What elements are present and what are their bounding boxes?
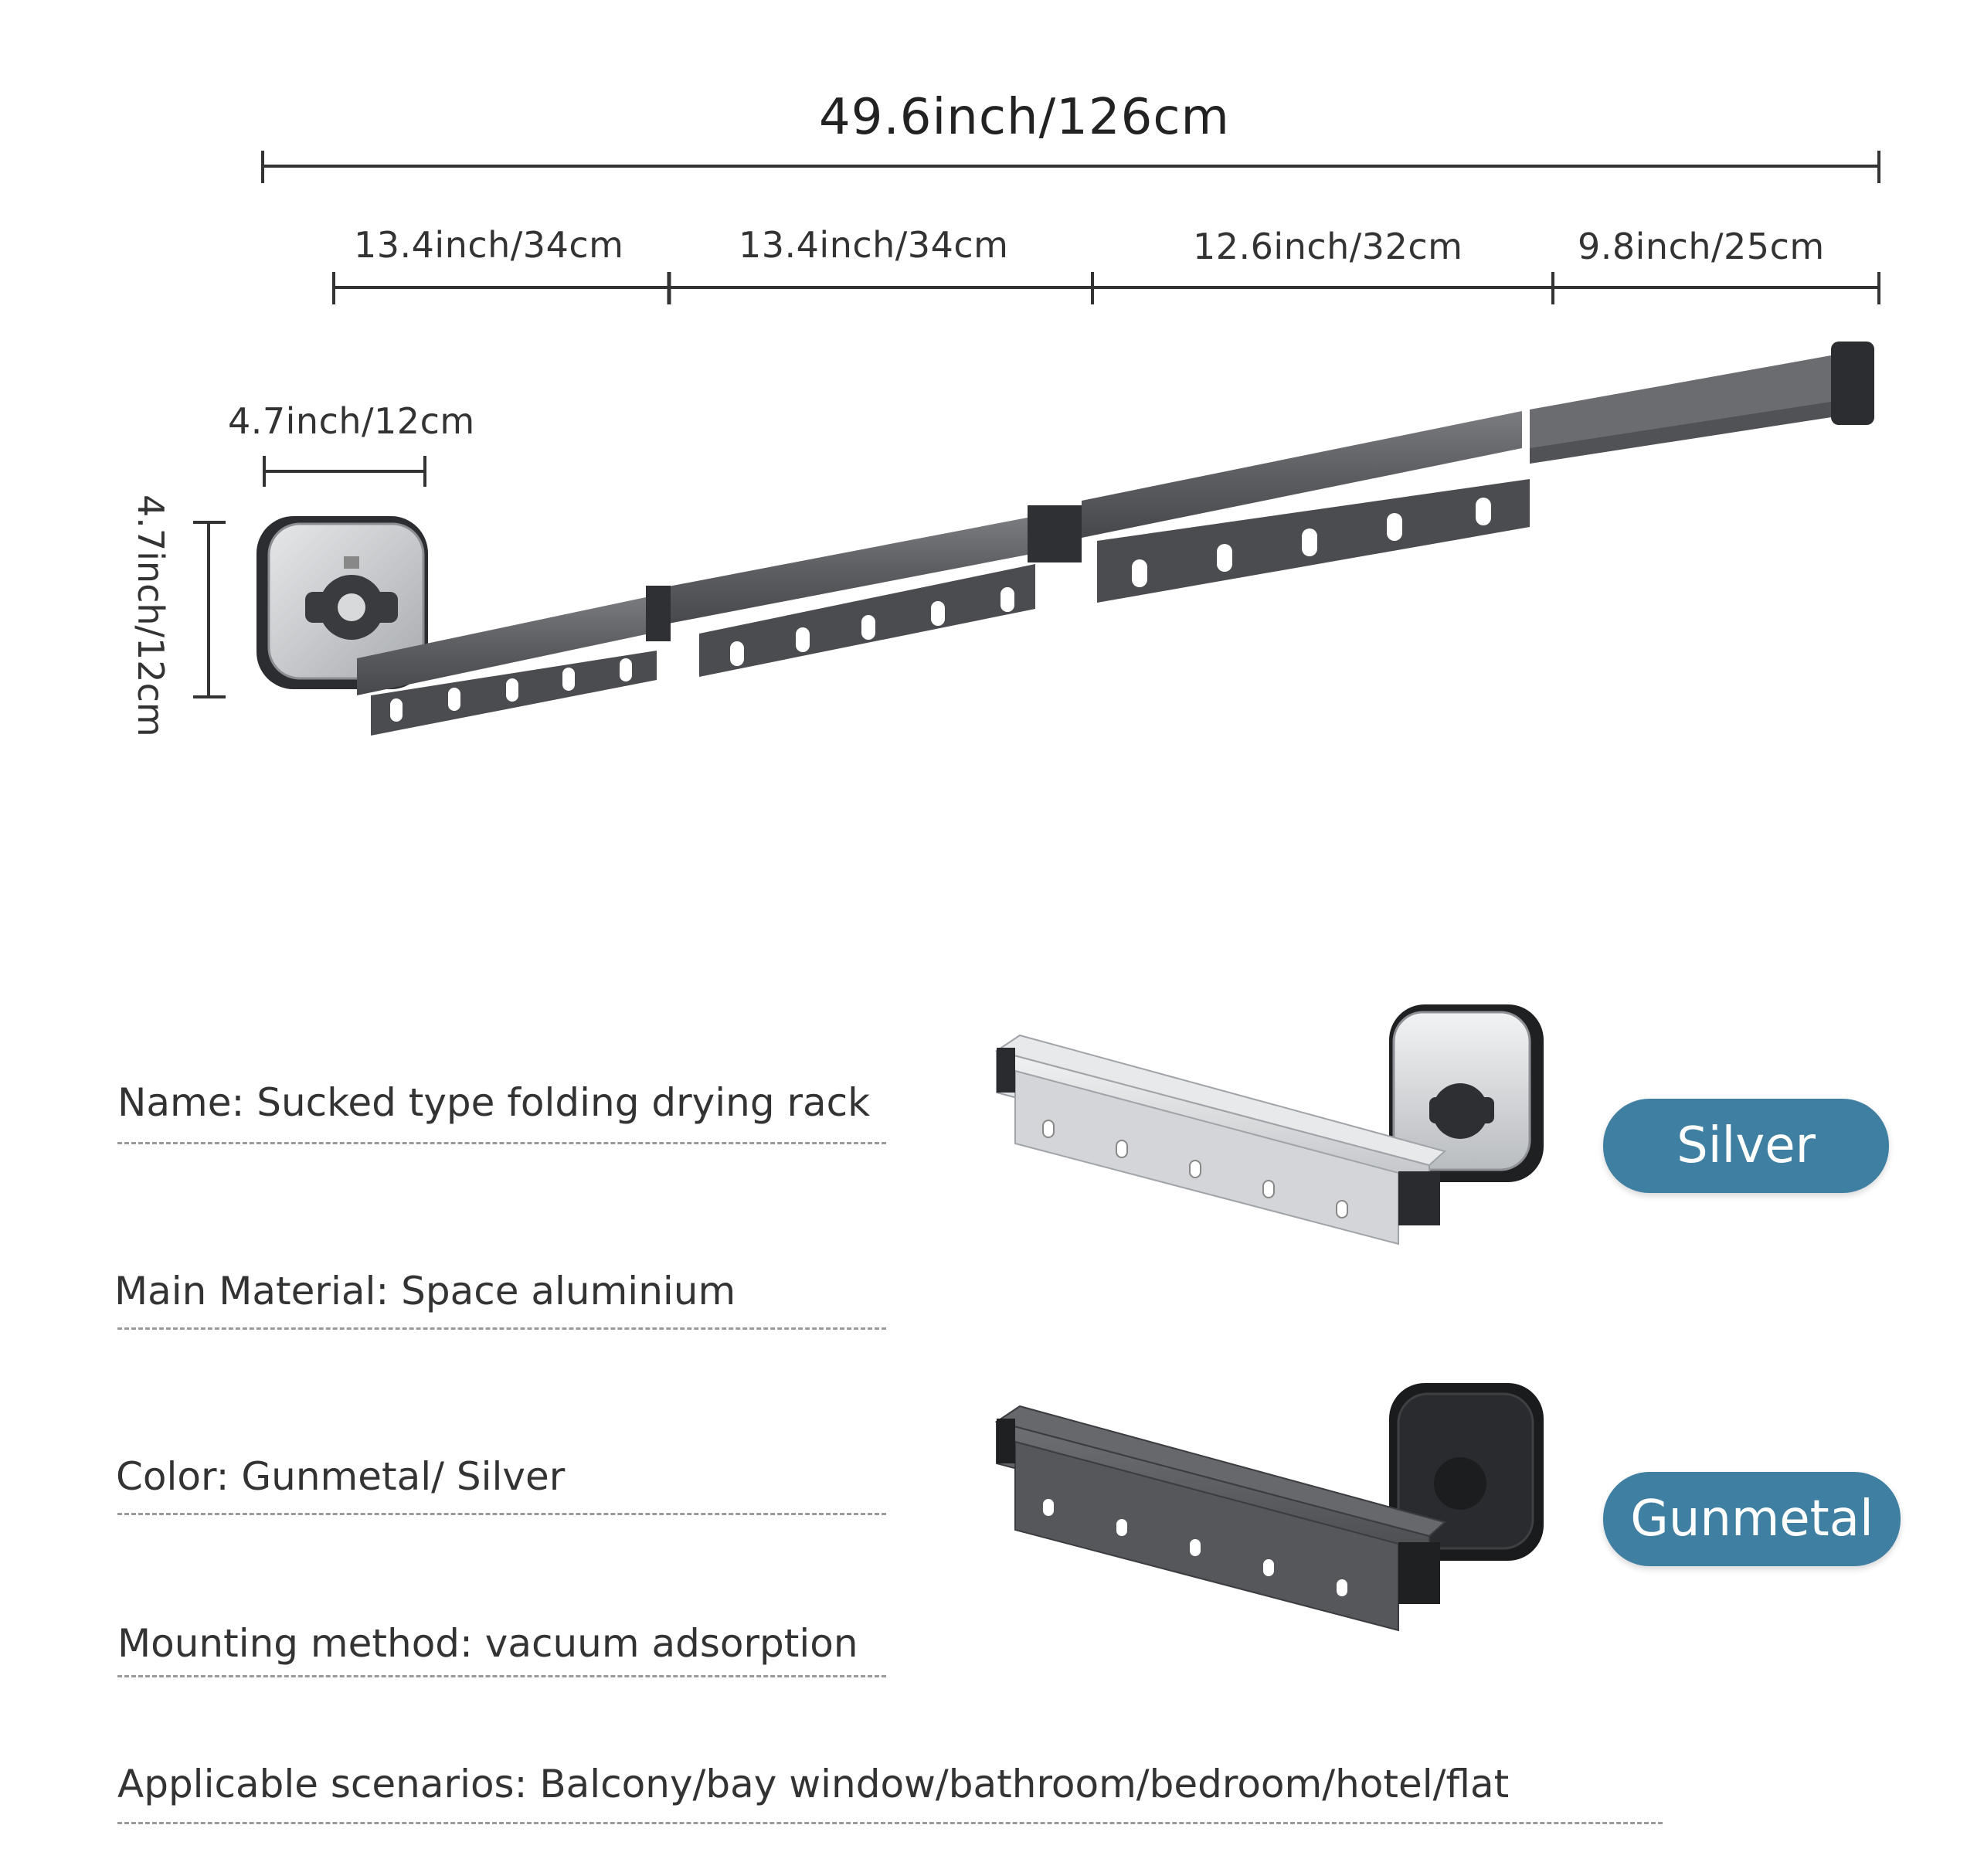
base-height-label: 4.7inch/12cm (130, 494, 172, 737)
silver-variant-label: Silver (1677, 1117, 1816, 1174)
gunmetal-rack-illustration (997, 1375, 1584, 1638)
spec-material-divider (117, 1327, 886, 1330)
spec-scenarios: Applicable scenarios: Balcony/bay window/bathroom/bedroom/hotel/flat (117, 1762, 1510, 1806)
spec-name-divider (117, 1142, 886, 1144)
segment-1-label: 13.4inch/34cm (354, 224, 624, 266)
spec-mounting-divider (117, 1675, 886, 1677)
segment-3-label: 12.6inch/32cm (1193, 226, 1463, 267)
spec-mounting: Mounting method: vacuum adsorption (117, 1621, 858, 1666)
silver-variant-badge[interactable] (1603, 1099, 1889, 1193)
silver-rack-illustration (997, 1004, 1584, 1252)
base-width-label: 4.7inch/12cm (228, 400, 475, 442)
spec-color-divider (117, 1513, 886, 1515)
spec-scenarios-divider (117, 1822, 1663, 1824)
spec-name: Name: Sucked type folding drying rack (117, 1080, 871, 1125)
spec-material: Main Material: Space aluminium (114, 1269, 736, 1314)
spec-color: Color: Gunmetal/ Silver (116, 1454, 566, 1499)
extended-rack-illustration (0, 0, 1984, 773)
gunmetal-variant-badge[interactable] (1603, 1472, 1901, 1566)
total-length-label: 49.6inch/126cm (819, 89, 1230, 146)
segment-4-label: 9.8inch/25cm (1578, 226, 1825, 267)
gunmetal-variant-label: Gunmetal (1630, 1490, 1874, 1548)
segment-2-label: 13.4inch/34cm (739, 224, 1009, 266)
